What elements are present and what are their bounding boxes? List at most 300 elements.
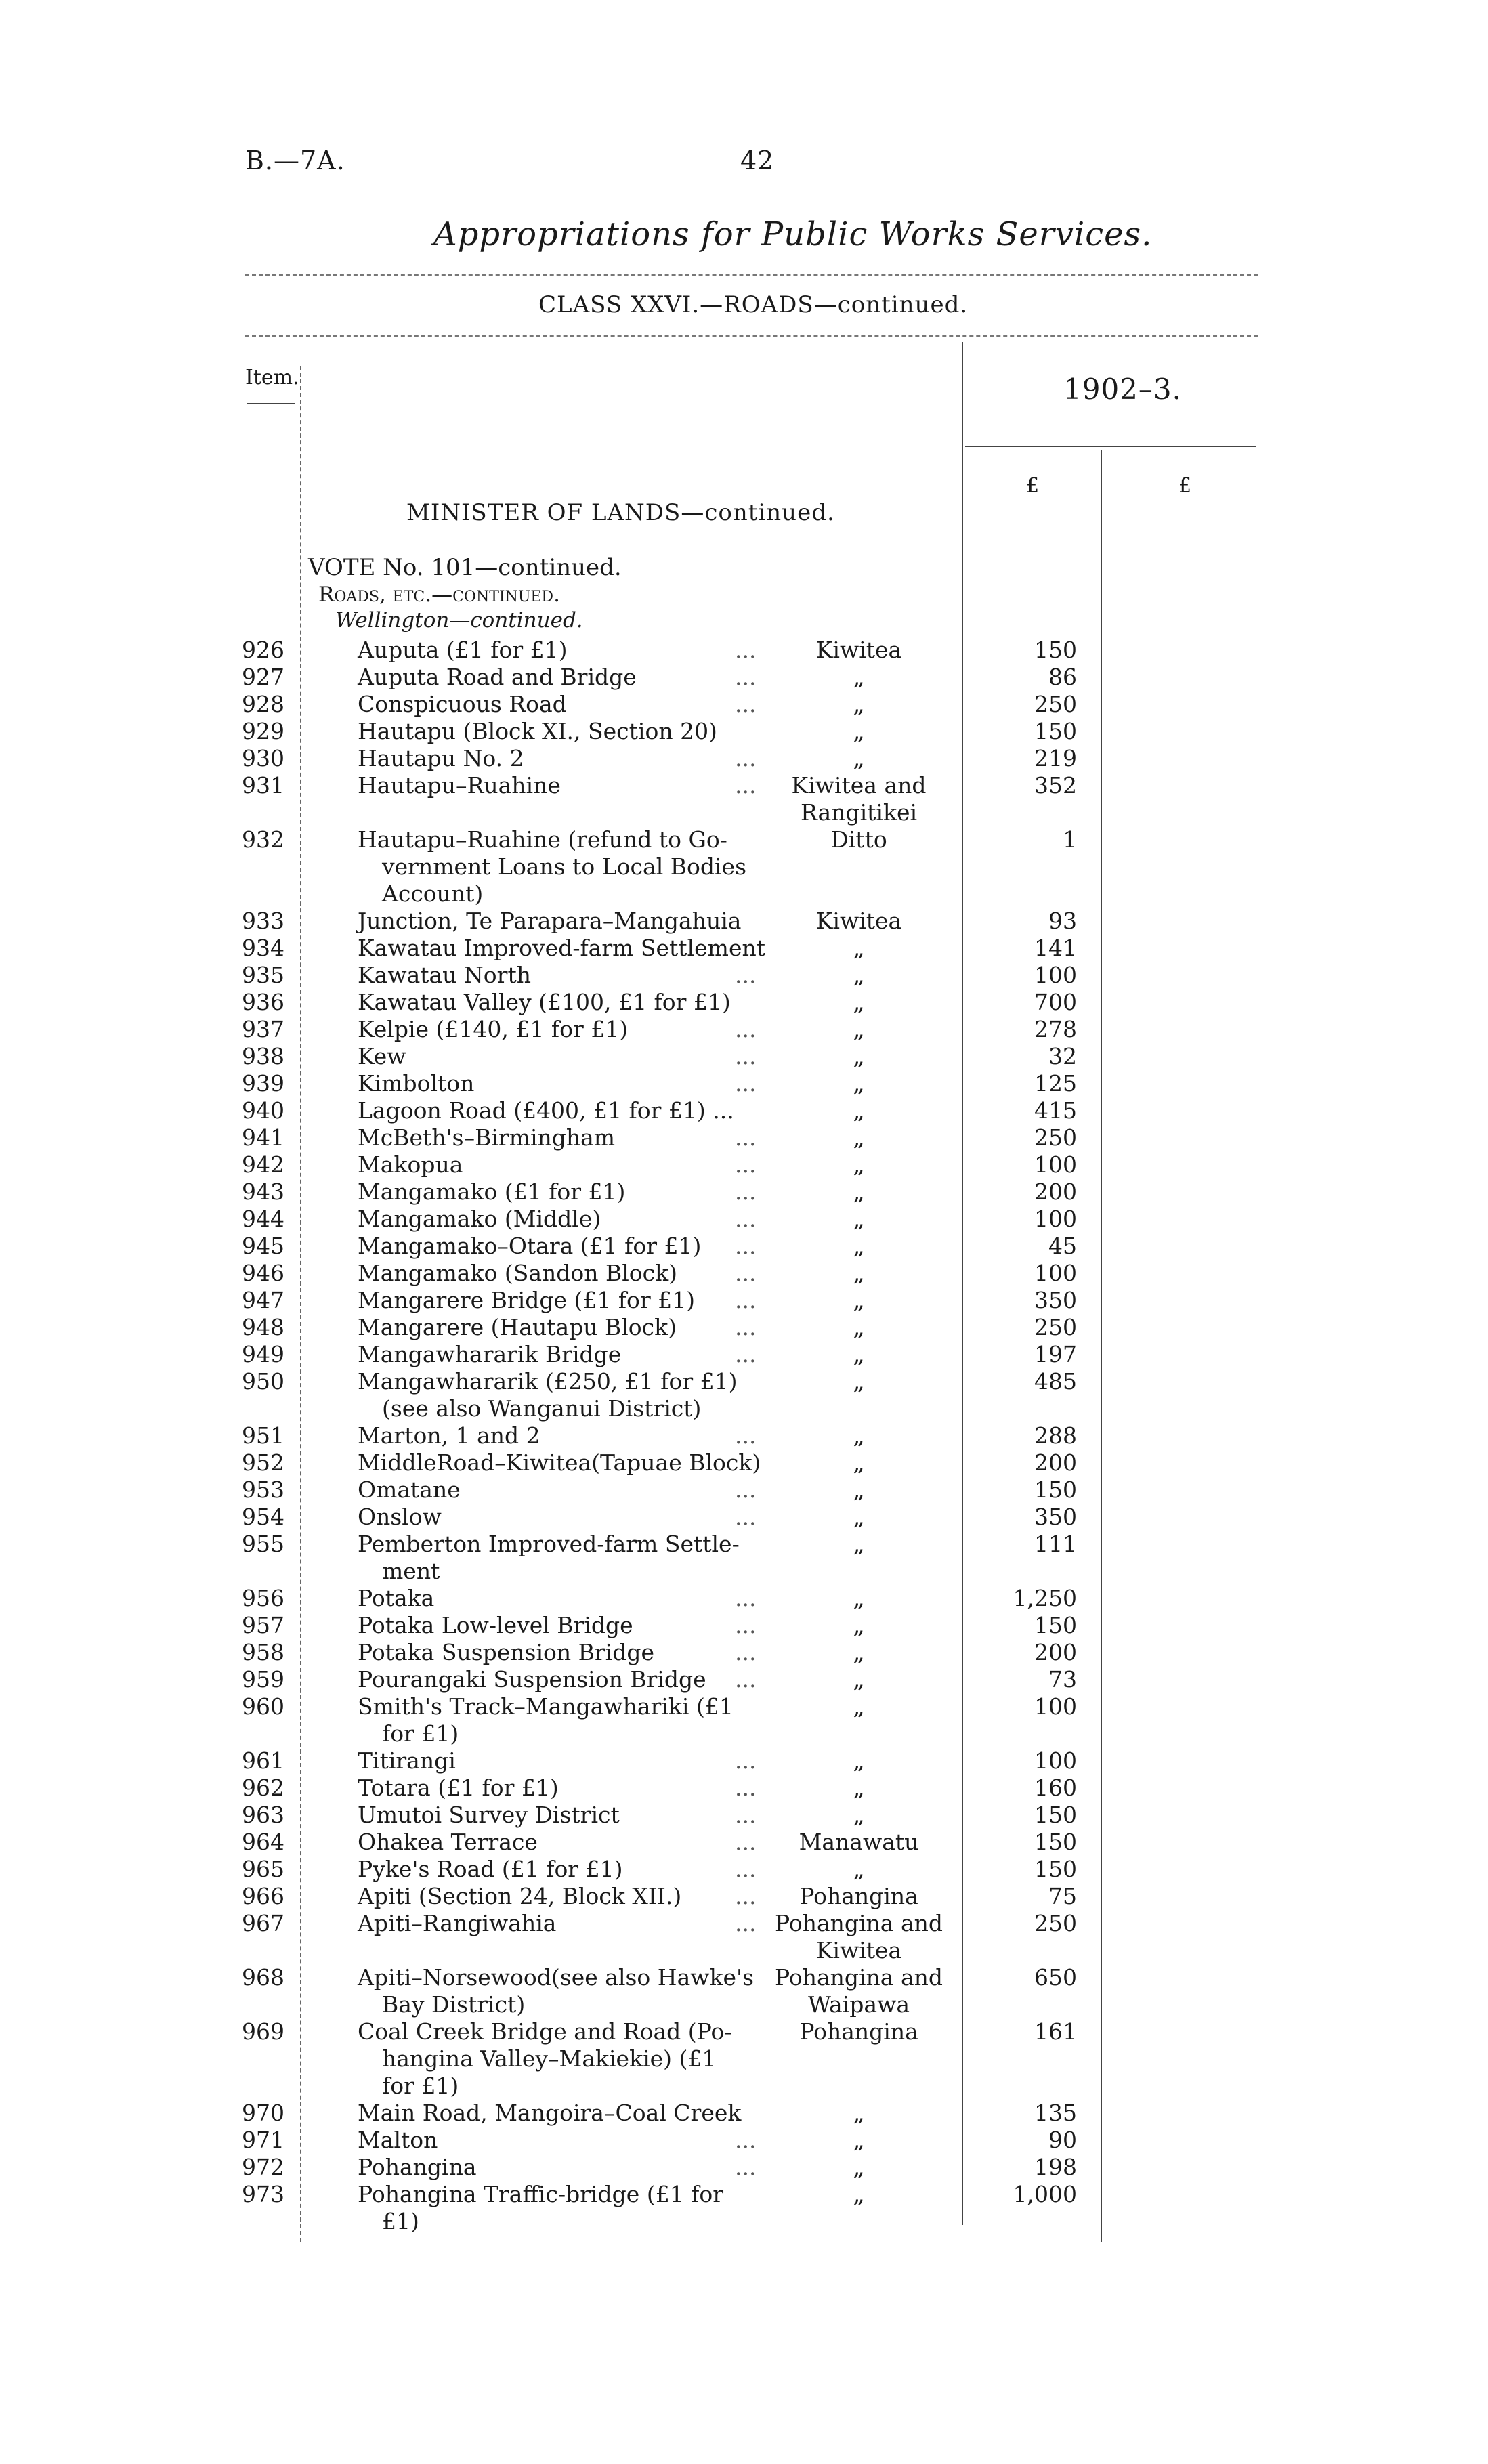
leader-dots: ... <box>735 1178 757 1205</box>
district-line: Pohangina and <box>774 1964 943 1991</box>
road-name <box>358 1016 771 1043</box>
page-number: 42 <box>740 146 775 175</box>
district <box>764 935 954 962</box>
amount: 1,000 <box>1013 2181 1077 2207</box>
leader-dots: ... <box>735 1341 757 1367</box>
district-line: „ <box>853 1097 865 1124</box>
table-row <box>0 1124 1488 1151</box>
road-name <box>358 1368 771 1422</box>
amount: 45 <box>1048 1233 1077 1259</box>
district-line: „ <box>853 1287 865 1313</box>
road-name-line: Titirangi <box>358 1747 456 1774</box>
amount: 73 <box>1048 1666 1077 1693</box>
district-line: „ <box>853 1206 865 1232</box>
district <box>764 1070 954 1097</box>
leader-dots: ... <box>735 1829 757 1855</box>
district <box>764 989 954 1016</box>
item-number: 961 <box>242 1747 284 1774</box>
road-name-line: hangina Valley–Makiekie) (£1 <box>382 2045 717 2072</box>
amount: 141 <box>1034 935 1077 961</box>
leader-dots: ... <box>735 1883 757 1909</box>
district-line: „ <box>853 1314 865 1340</box>
road-name-line: Potaka <box>358 1585 435 1611</box>
leader-dots: ... <box>735 962 757 988</box>
amount: 485 <box>1034 1368 1077 1395</box>
district-line: „ <box>853 1178 865 1205</box>
road-name-line: £1) <box>382 2208 419 2234</box>
amount: 150 <box>1034 718 1077 744</box>
item-number: 939 <box>242 1070 284 1097</box>
leader-dots: ... <box>735 691 757 717</box>
year-underline <box>965 446 1256 447</box>
table-row <box>0 908 1488 935</box>
table-row <box>0 1531 1488 1585</box>
district <box>764 1666 954 1693</box>
table-row <box>0 1233 1488 1260</box>
amount: 32 <box>1048 1043 1077 1069</box>
district-line: „ <box>853 1531 865 1557</box>
road-name-line: Potaka Suspension Bridge <box>358 1639 654 1665</box>
district-line: „ <box>853 1504 865 1530</box>
table-row <box>0 1802 1488 1829</box>
road-name-line: Hautapu–Ruahine (refund to Go- <box>358 826 727 853</box>
table-row <box>0 2127 1488 2154</box>
leader-dots: ... <box>735 1477 757 1503</box>
district-line: „ <box>853 1124 865 1151</box>
district-line: „ <box>853 1016 865 1042</box>
amount: 200 <box>1034 1178 1077 1205</box>
road-name <box>358 1287 771 1314</box>
amount: 415 <box>1034 1097 1077 1124</box>
district <box>764 908 954 935</box>
district-line: „ <box>853 1070 865 1097</box>
district-line: „ <box>853 1477 865 1503</box>
road-name-line: Apiti (Section 24, Block XII.) <box>358 1883 682 1909</box>
table-row <box>0 745 1488 772</box>
leader-dots: ... <box>735 1206 757 1232</box>
table-row <box>0 1287 1488 1314</box>
leader-dots: ... <box>735 1422 757 1449</box>
district-line: „ <box>853 1341 865 1367</box>
road-name-line: Omatane <box>358 1477 461 1503</box>
road-name <box>358 664 771 691</box>
amount: 278 <box>1034 1016 1077 1042</box>
leader-dots: ... <box>735 1775 757 1801</box>
year-column-header: 1902–3. <box>1063 373 1182 406</box>
road-name <box>358 1585 771 1612</box>
district <box>764 962 954 989</box>
table-row <box>0 1043 1488 1070</box>
table-row <box>0 1070 1488 1097</box>
amount: 93 <box>1048 908 1077 934</box>
district-line: Ditto <box>830 826 887 853</box>
district <box>764 772 954 826</box>
table-row <box>0 1097 1488 1124</box>
table-row <box>0 1504 1488 1531</box>
road-name-line: Apiti–Norsewood(see also Hawke's <box>358 1964 754 1991</box>
table-row <box>0 2181 1488 2235</box>
item-number: 947 <box>242 1287 284 1313</box>
road-name <box>358 1639 771 1666</box>
vote-heading: VOTE No. 101—continued. <box>308 554 622 581</box>
district <box>764 1693 954 1720</box>
minister-heading <box>406 499 835 526</box>
amount: 90 <box>1048 2127 1077 2153</box>
item-number: 960 <box>242 1693 284 1720</box>
district-line: „ <box>853 1422 865 1449</box>
road-name-line: (see also Wanganui District) <box>382 1395 702 1422</box>
item-number: 935 <box>242 962 284 988</box>
road-name <box>358 1964 771 2018</box>
item-number: 946 <box>242 1260 284 1286</box>
road-name-line: Hautapu (Block XI., Section 20) <box>358 718 717 744</box>
district <box>764 1097 954 1124</box>
table-row <box>0 1151 1488 1178</box>
item-number: 968 <box>242 1964 284 1991</box>
road-name-line: Ohakea Terrace <box>358 1829 538 1855</box>
table-row <box>0 1639 1488 1666</box>
document-ref: B.—7A. <box>245 146 345 175</box>
road-name <box>358 1422 771 1449</box>
district <box>764 1504 954 1531</box>
table-row <box>0 718 1488 745</box>
district-line: Pohangina and <box>774 1910 943 1936</box>
road-name-line: Mangarere (Hautapu Block) <box>358 1314 677 1340</box>
item-number: 942 <box>242 1151 284 1178</box>
road-name <box>358 1693 771 1747</box>
road-name-line: Onslow <box>358 1504 442 1530</box>
item-number: 930 <box>242 745 284 771</box>
table-row <box>0 1964 1488 2018</box>
road-name-line: Mangamako (Middle) <box>358 1206 601 1232</box>
region-heading: Wellington—continued. <box>335 608 583 633</box>
amount: 100 <box>1034 962 1077 988</box>
road-name <box>358 1206 771 1233</box>
district-line: „ <box>853 1151 865 1178</box>
item-number: 951 <box>242 1422 284 1449</box>
road-name-line: Kawatau Improved-farm Settlement <box>358 935 765 961</box>
road-name <box>358 1314 771 1341</box>
item-number: 952 <box>242 1449 284 1476</box>
amount: 250 <box>1034 1124 1077 1151</box>
road-name-line: Kimbolton <box>358 1070 475 1097</box>
road-name-line: Coal Creek Bridge and Road (Po- <box>358 2018 732 2045</box>
item-number: 940 <box>242 1097 284 1124</box>
district <box>764 2181 954 2208</box>
district-line: „ <box>853 718 865 744</box>
leader-dots: ... <box>735 664 757 690</box>
leader-dots: ... <box>735 1233 757 1259</box>
district <box>764 637 954 664</box>
table-row <box>0 637 1488 664</box>
district <box>764 1341 954 1368</box>
road-name-line: Mangawhararik (£250, £1 for £1) <box>358 1368 738 1395</box>
item-number: 929 <box>242 718 284 744</box>
leader-dots: ... <box>735 1856 757 1882</box>
district <box>764 1856 954 1883</box>
road-name <box>358 1883 771 1910</box>
leader-dots: ... <box>735 637 757 663</box>
amount: 352 <box>1034 772 1077 799</box>
road-name-line: vernment Loans to Local Bodies <box>382 853 747 880</box>
amount: 198 <box>1034 2154 1077 2180</box>
item-number: 963 <box>242 1802 284 1828</box>
district-line: Manawatu <box>799 1829 919 1855</box>
road-name-line: Hautapu No. 2 <box>358 745 524 771</box>
district <box>764 2018 954 2045</box>
leader-dots: ... <box>735 1151 757 1178</box>
item-number: 936 <box>242 989 284 1015</box>
amount: 86 <box>1048 664 1077 690</box>
district <box>764 1233 954 1260</box>
table-row <box>0 1612 1488 1639</box>
item-number: 959 <box>242 1666 284 1693</box>
district-line: „ <box>853 1802 865 1828</box>
table-row <box>0 1341 1488 1368</box>
road-name <box>358 1477 771 1504</box>
district <box>764 1368 954 1395</box>
table-row <box>0 1883 1488 1910</box>
item-number: 945 <box>242 1233 284 1259</box>
district-line: „ <box>853 1043 865 1069</box>
amount: 250 <box>1034 1314 1077 1340</box>
district-line: „ <box>853 664 865 690</box>
road-name <box>358 1747 771 1775</box>
district <box>764 2100 954 2127</box>
table-row <box>0 2018 1488 2100</box>
table-row <box>0 1314 1488 1341</box>
item-number: 962 <box>242 1775 284 1801</box>
road-name-line: Pyke's Road (£1 for £1) <box>358 1856 623 1882</box>
road-name <box>358 1233 771 1260</box>
road-name-line: Kew <box>358 1043 406 1069</box>
amount: 100 <box>1034 1151 1077 1178</box>
amount: 150 <box>1034 1477 1077 1503</box>
leader-dots: ... <box>735 2127 757 2153</box>
road-name-line: Auputa Road and Bridge <box>358 664 637 690</box>
item-number: 944 <box>242 1206 284 1232</box>
table-row <box>0 772 1488 826</box>
amount: 161 <box>1034 2018 1077 2045</box>
road-name-line: Mangawhararik Bridge <box>358 1341 622 1367</box>
district-line: „ <box>853 1449 865 1476</box>
table-row <box>0 1910 1488 1964</box>
item-number: 967 <box>242 1910 284 1936</box>
table-row <box>0 1585 1488 1612</box>
district-line: „ <box>853 2100 865 2126</box>
district-line: „ <box>853 1233 865 1259</box>
table-row <box>0 935 1488 962</box>
page-title: Appropriations for Public Works Services. <box>433 215 1153 253</box>
leader-dots: ... <box>735 1612 757 1638</box>
item-number: 931 <box>242 772 284 799</box>
road-name-line: MiddleRoad–Kiwitea(Tapuae Block) <box>358 1449 761 1476</box>
road-name <box>358 1775 771 1802</box>
district-line: „ <box>853 2154 865 2180</box>
leader-dots: ... <box>735 1747 757 1774</box>
road-name-line: Hautapu–Ruahine <box>358 772 561 799</box>
district-line: „ <box>853 989 865 1015</box>
road-name <box>358 637 771 664</box>
district <box>764 1287 954 1314</box>
item-number: 943 <box>242 1178 284 1205</box>
leader-dots: ... <box>735 1585 757 1611</box>
district <box>764 1206 954 1233</box>
district-line: „ <box>853 1585 865 1611</box>
district-line: Kiwitea <box>815 637 902 663</box>
road-name <box>358 691 771 718</box>
table-row <box>0 1747 1488 1775</box>
road-name <box>358 718 771 745</box>
item-number: 934 <box>242 935 284 961</box>
road-name-line: Apiti–Rangiwahia <box>358 1910 557 1936</box>
item-number: 948 <box>242 1314 284 1340</box>
road-name-line: Malton <box>358 2127 438 2153</box>
table-row <box>0 1856 1488 1883</box>
leader-dots: ... <box>735 772 757 799</box>
item-number: 928 <box>242 691 284 717</box>
amount: 75 <box>1048 1883 1077 1909</box>
amount: 1,250 <box>1013 1585 1077 1611</box>
road-name-line: Lagoon Road (£400, £1 for £1) ... <box>358 1097 734 1124</box>
item-number: 941 <box>242 1124 284 1151</box>
road-name <box>358 2100 771 2127</box>
item-number: 969 <box>242 2018 284 2045</box>
leader-dots: ... <box>735 1043 757 1069</box>
district <box>764 1016 954 1043</box>
district <box>764 1178 954 1206</box>
road-name <box>358 1802 771 1829</box>
road-name-line: for £1) <box>382 2073 459 2099</box>
table-row <box>0 1693 1488 1747</box>
amount: 150 <box>1034 1829 1077 1855</box>
district-line: „ <box>853 1260 865 1286</box>
amount: 288 <box>1034 1422 1077 1449</box>
district-line: Rangitikei <box>800 799 918 826</box>
road-name <box>358 1341 771 1368</box>
road-name-line: Smith's Track–Mangawhariki (£1 <box>358 1693 734 1720</box>
district <box>764 745 954 772</box>
district-line: „ <box>853 1693 865 1720</box>
road-name-line: Auputa (£1 for £1) <box>358 637 568 663</box>
district <box>764 1314 954 1341</box>
road-name-line: for £1) <box>382 1720 459 1747</box>
item-number: 938 <box>242 1043 284 1069</box>
leader-dots: ... <box>735 1314 757 1340</box>
district <box>764 1585 954 1612</box>
road-name <box>358 1531 771 1585</box>
amount: 150 <box>1034 1612 1077 1638</box>
district-line: „ <box>853 1368 865 1395</box>
district-line: Kiwitea <box>815 908 902 934</box>
table-row <box>0 1666 1488 1693</box>
road-name-line: Junction, Te Parapara–Mangahuia <box>358 908 742 934</box>
item-number: 964 <box>242 1829 284 1855</box>
leader-dots: ... <box>735 745 757 771</box>
road-name <box>358 1070 771 1097</box>
road-name <box>358 1612 771 1639</box>
road-name-line: Pohangina <box>358 2154 477 2180</box>
leader-dots: ... <box>735 1260 757 1286</box>
pound-column-1: £ <box>1026 474 1040 498</box>
item-number: 949 <box>242 1341 284 1367</box>
amount: 350 <box>1034 1504 1077 1530</box>
table-row <box>0 1775 1488 1802</box>
district <box>764 1747 954 1775</box>
road-name-line: Pemberton Improved-farm Settle- <box>358 1531 740 1557</box>
amount: 100 <box>1034 1206 1077 1232</box>
district <box>764 1477 954 1504</box>
leader-dots: ... <box>735 1287 757 1313</box>
amount: 219 <box>1034 745 1077 771</box>
district-line: Pohangina <box>799 1883 918 1909</box>
class-heading: CLASS XXVI.—ROADS—continued. <box>538 291 969 318</box>
amount: 250 <box>1034 691 1077 717</box>
road-name <box>358 1151 771 1178</box>
item-number: 970 <box>242 2100 284 2126</box>
table-row <box>0 664 1488 691</box>
district <box>764 1531 954 1558</box>
road-name-line: Makopua <box>358 1151 463 1178</box>
amount: 100 <box>1034 1260 1077 1286</box>
road-name-line: Account) <box>382 880 484 907</box>
leader-dots: ... <box>735 1802 757 1828</box>
road-name <box>358 989 771 1016</box>
item-number: 973 <box>242 2181 284 2207</box>
item-number: 965 <box>242 1856 284 1882</box>
amount: 100 <box>1034 1747 1077 1774</box>
district <box>764 826 954 853</box>
leader-dots: ... <box>735 2154 757 2180</box>
roads-heading: Roads, etc.—continued. <box>318 582 560 607</box>
amount: 250 <box>1034 1910 1077 1936</box>
road-name-line: Conspicuous Road <box>358 691 567 717</box>
district <box>764 1422 954 1449</box>
road-name <box>358 1097 771 1124</box>
item-number: 933 <box>242 908 284 934</box>
road-name <box>358 2154 771 2181</box>
district <box>764 1802 954 1829</box>
item-column-header: Item. <box>245 366 299 389</box>
road-name-line: Main Road, Mangoira–Coal Creek <box>358 2100 742 2126</box>
district <box>764 1639 954 1666</box>
district <box>764 1612 954 1639</box>
item-number: 958 <box>242 1639 284 1665</box>
road-name-line: Potaka Low-level Bridge <box>358 1612 633 1638</box>
road-name-line: Umutoi Survey District <box>358 1802 620 1828</box>
district-line: „ <box>853 1747 865 1774</box>
road-name-line: Kawatau North <box>358 962 531 988</box>
amount: 650 <box>1034 1964 1077 1991</box>
amount: 125 <box>1034 1070 1077 1097</box>
district <box>764 1883 954 1910</box>
item-number: 966 <box>242 1883 284 1909</box>
road-name-line: Kelpie (£140, £1 for £1) <box>358 1016 629 1042</box>
road-name <box>358 1910 771 1937</box>
amount: 160 <box>1034 1775 1077 1801</box>
road-name-line: Pourangaki Suspension Bridge <box>358 1666 706 1693</box>
amount: 200 <box>1034 1449 1077 1476</box>
item-underline <box>247 403 295 404</box>
table-row <box>0 962 1488 989</box>
table-row <box>0 2100 1488 2127</box>
district-line: „ <box>853 1856 865 1882</box>
item-number: 950 <box>242 1368 284 1395</box>
district-line: „ <box>853 1612 865 1638</box>
district <box>764 718 954 745</box>
table-row <box>0 826 1488 908</box>
table-row <box>0 1178 1488 1206</box>
